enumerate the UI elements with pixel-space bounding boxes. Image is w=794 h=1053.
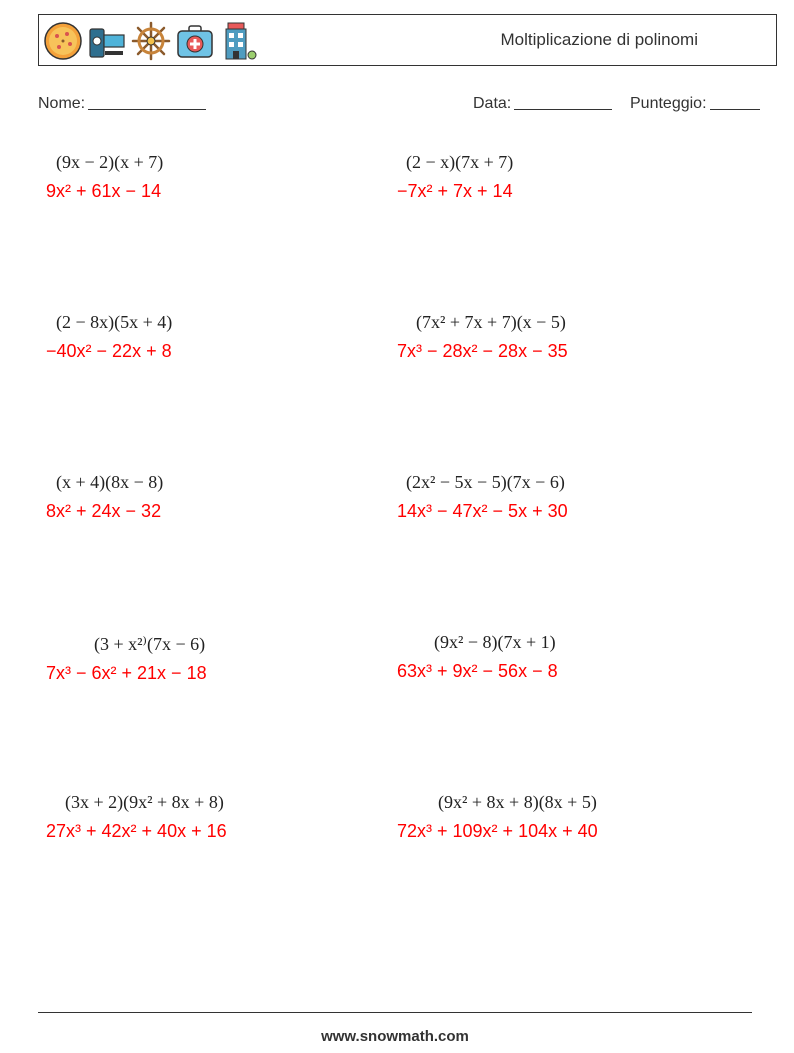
problem-question: (3 + x²⁾(7x − 6) [94, 634, 206, 654]
worksheet-header [38, 14, 777, 66]
date-blank[interactable] [514, 94, 612, 110]
problem-question: (x + 4)(8x − 8) [56, 472, 164, 492]
problem-question: (3x + 2)(9x² + 8x + 8) [65, 792, 224, 812]
problem-question: (2 − 8x)(5x + 4) [56, 312, 173, 332]
problem-answer: 14x³ − 47x² − 5x + 30 [397, 501, 568, 521]
problem-answer: 7x³ − 6x² + 21x − 18 [46, 663, 207, 683]
problem-answer: −40x² − 22x + 8 [46, 341, 172, 361]
problem-answer: 9x² + 61x − 14 [46, 181, 162, 201]
building-icon [219, 21, 259, 61]
problem-question: (9x² − 8)(7x + 1) [434, 632, 556, 652]
score-field [630, 94, 760, 113]
problem-answer: −7x² + 7x + 14 [397, 181, 513, 201]
name-blank[interactable] [88, 94, 206, 110]
problem-question: (7x² + 7x + 7)(x − 5) [416, 312, 566, 332]
first-aid-kit-icon [175, 21, 215, 61]
footer-divider [38, 1012, 752, 1013]
problem-answer: 8x² + 24x − 32 [46, 501, 162, 521]
problem-question: (2x² − 5x − 5)(7x − 6) [406, 472, 565, 492]
problem-answer: 7x³ − 28x² − 28x − 35 [397, 341, 568, 361]
score-blank[interactable] [710, 94, 760, 110]
name-field [38, 94, 206, 113]
problem-question: (9x − 2)(x + 7) [56, 152, 164, 172]
name-label: Nome: [38, 95, 86, 112]
date-field [473, 94, 612, 113]
score-label: Punteggio: [630, 95, 707, 112]
problem-answer: 63x³ + 9x² − 56x − 8 [397, 661, 558, 681]
problem-answer: 27x³ + 42x² + 40x + 16 [46, 821, 227, 841]
problem-answer: 72x³ + 109x² + 104x + 40 [397, 821, 598, 841]
problem-question: (2 − x)(7x + 7) [406, 152, 514, 172]
problem-question: (9x² + 8x + 8)(8x + 5) [438, 792, 597, 812]
date-label: Data: [473, 95, 512, 112]
ship-wheel-icon [131, 21, 171, 61]
camcorder-icon [87, 21, 127, 61]
pizza-icon [43, 21, 83, 61]
footer-url[interactable]: www.snowmath.com [321, 1028, 469, 1045]
worksheet-title: Moltiplicazione di polinomi [500, 30, 698, 49]
header-icons [43, 21, 259, 61]
